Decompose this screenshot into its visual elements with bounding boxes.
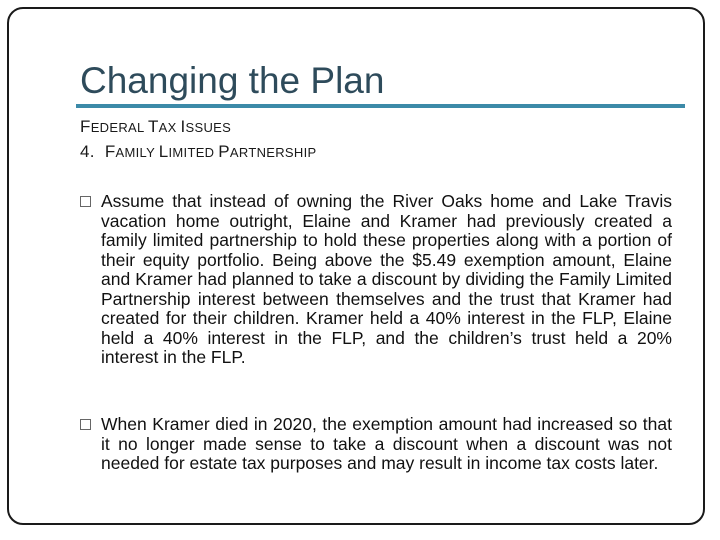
slide-title: Changing the Plan (80, 60, 385, 101)
square-bullet-icon (80, 196, 91, 207)
subtitle-family-limited-partnership: 4. FAMILY LIMITED PARTNERSHIP (80, 142, 317, 161)
bullet-text: Assume that instead of owning the River Oaks home and Lake Travis vacation home outright, Elaine and Kramer had previously created a family limited partnership to hold these properties along with a portion of their equity portfolio. Being above the $5.49 exemption amount, Elaine and Kramer had planned to take a discount by dividing the Family Limited Partnership interest between themselves and the trust that Kramer had created for their children. Kramer held a 40% interest in the FLP, Elaine held a 40% interest in the FLP, and the children’s trust held a 20% interest in the FLP. (101, 191, 672, 367)
bullet-item-kramer-death (80, 415, 672, 474)
title-divider (76, 104, 685, 108)
square-bullet-icon (80, 419, 91, 430)
bullet-text: When Kramer died in 2020, the exemption amount had increased so that it no longer made sense to take a discount when a discount was not needed for estate tax purposes and may result in income tax costs later. (101, 414, 672, 473)
bullet-item-flp-assumption (80, 192, 672, 368)
subtitle-federal-tax-issues: FEDERAL TAX ISSUES (80, 117, 232, 136)
